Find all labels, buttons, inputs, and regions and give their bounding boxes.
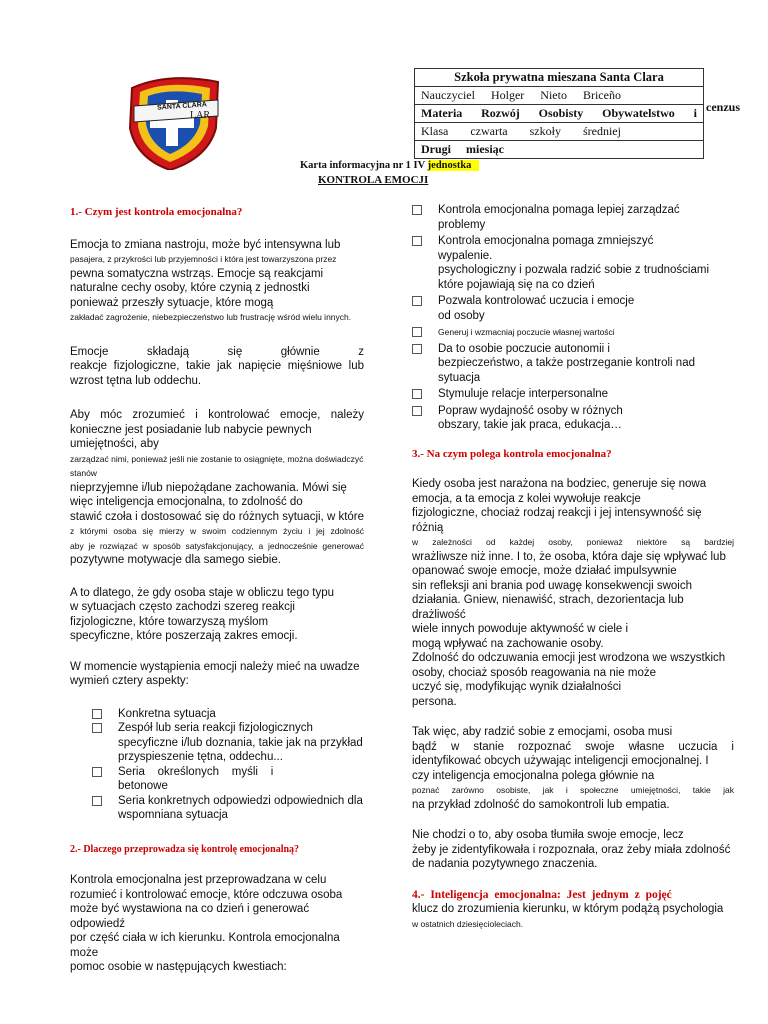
list-item-text: Seria określonych myśli i <box>118 765 274 778</box>
bullet-icon <box>412 389 422 399</box>
text-line: na przykład zdolność do samokontroli lub empatia. <box>412 798 670 811</box>
list-item <box>412 404 710 433</box>
list-item-text: obszary, takie jak praca, edukacja… <box>438 419 622 431</box>
text-line: wzrost tętna lub oddechu. <box>70 374 202 387</box>
right-paragraph-3 <box>412 828 734 872</box>
list-item <box>92 721 364 765</box>
text-line: mogą wpływać na zachowanie osoby. <box>412 637 604 650</box>
text-line: nieprzyjemne i/lub niepożądane zachowania. Mówi się <box>70 481 347 494</box>
text-line: aby je rozwiązać w sposób satysfakcjonujący, a jednocześnie generować <box>70 540 364 551</box>
list-item-text: Zespół lub seria reakcji fizjologicznych <box>118 722 313 734</box>
text-line: pewna somatyczna wstrząs. Emocje są reakcjami <box>70 267 324 280</box>
text-line: z którymi osoba się mierzy w swoim codziennym życiu i jej zdolność <box>70 526 364 536</box>
subject-word-4: Obywatelstwo <box>602 106 675 120</box>
text-line: w sytuacjach często zachodzi szereg reakcji <box>70 601 295 613</box>
left-column <box>70 205 364 975</box>
right-paragraph-2 <box>412 725 734 812</box>
bullet-icon <box>412 296 422 306</box>
class-row <box>415 123 704 141</box>
crest-side-text: LAR <box>190 110 210 121</box>
subject-row <box>415 105 704 123</box>
section-heading-3: 3.- Na czym polega kontrola emocjonalna? <box>412 447 612 460</box>
text-line: fizjologiczne, chociaż rodzaj reakcji i jej intensywność się różnią <box>412 507 702 534</box>
class-word-3: szkoły <box>529 124 561 138</box>
bullet-icon <box>412 406 422 416</box>
text-line: por część ciała w ich kierunku. Kontrola emocjonalna może <box>70 932 340 959</box>
bullet-icon <box>92 767 102 777</box>
list-item-text: Stymuluje relacje interpersonalne <box>438 388 609 400</box>
card-title <box>300 160 479 171</box>
teacher-label: Nauczyciel <box>421 88 475 102</box>
list-item-text: problemy <box>438 218 486 231</box>
list-item <box>92 765 364 794</box>
left-paragraph-1 <box>70 238 364 325</box>
text-line: żeby je zidentyfikowała i rozpoznała, oraz żeby miała zdolność <box>412 843 731 856</box>
text-line: wrażliwsze niż inne. I to, że osoba, która daje się wpływać lub <box>412 550 726 563</box>
list-item <box>412 325 710 340</box>
teacher-row <box>415 87 704 105</box>
left-paragraph-4 <box>70 586 364 644</box>
list-item-text: bezpieczeństwo, a także postrzeganie kontroli nad <box>438 357 695 369</box>
text-line: zarządzać nimi, ponieważ jeśli nie zostanie to osiągnięte, można doświadczyć stanów <box>70 453 364 478</box>
right-paragraph-1 <box>412 477 734 709</box>
class-word-2: czwarta <box>470 124 508 138</box>
text-line: Kontrola emocjonalna jest przeprowadzana w celu <box>70 874 327 886</box>
right-paragraph-4 <box>412 902 734 931</box>
text-line: zakładać zagrożenie, niebezpieczeństwo lub frustrację wśród wielu innych. <box>70 312 352 322</box>
bullet-icon <box>412 327 422 337</box>
text-line: więc inteligencja emocjonalna, to zdolność do <box>70 496 303 508</box>
text-line: de nadania pozytywnego znaczenia. <box>412 858 598 870</box>
text-line: A to dlatego, że gdy osoba staje w obliczu tego typu <box>70 586 335 599</box>
text-line: pomoc osobie w następujących kwestiach: <box>70 961 287 973</box>
list-item-text: Generuj i wzmacniaj poczucie własnej wartości <box>438 327 615 337</box>
section-heading-1: 1.- Czym jest kontrola emocjonalna? <box>70 206 243 218</box>
aspects-list <box>70 707 364 823</box>
list-item-text: wspomniana sytuacja <box>118 809 228 821</box>
text-line: W momencie wystąpienia emocji należy mieć na uwadze <box>70 660 360 673</box>
left-paragraph-5 <box>70 660 364 689</box>
school-header-table <box>414 68 704 159</box>
left-paragraph-6 <box>70 873 364 975</box>
subject-word-1: Materia <box>421 106 463 120</box>
text-line: konieczne jest posiadanie lub nabycie pewnych umiejętności, aby <box>70 423 312 450</box>
list-item-text: Kontrola emocjonalna pomaga lepiej zarządzać <box>438 204 680 216</box>
text-line: czy inteligencja emocjonalna polega głównie na <box>412 769 655 782</box>
left-paragraph-2 <box>70 345 364 389</box>
list-item-text: które pojawiają się na co dzień <box>438 278 595 291</box>
text-line: rozumieć i kontrolować emocje, które odczuwa osoba <box>70 888 343 901</box>
list-item <box>412 203 710 232</box>
text-line: Emocje składają się głównie z <box>70 345 364 358</box>
text-line: reakcje fizjologiczne, takie jak napięcie mięśniowe lub <box>70 360 364 372</box>
text-line: Nie chodzi o to, aby osoba tłumiła swoje emocje, lecz <box>412 829 684 841</box>
text-line: Emocja to zmiana nastroju, może być intensywna lub <box>70 238 341 251</box>
list-item-text: Konkretna sytuacja <box>118 707 216 720</box>
text-line: fizjologiczne, które towarzyszą myślom <box>70 615 269 628</box>
subject-word-2: Rozwój <box>481 106 520 120</box>
text-line: opanować swoje emocje, może działać impulsywnie <box>412 565 677 577</box>
text-line: wymień cztery aspekty: <box>70 675 189 687</box>
text-line: Aby móc zrozumieć i kontrolować emocje, należy <box>70 409 364 421</box>
school-crest-logo <box>120 70 240 170</box>
teacher-name-2: Nieto <box>540 88 567 102</box>
text-line: sin refleksji ani brania pod uwagę konsekwencji swoich <box>412 579 692 592</box>
class-word-1: Klasa <box>421 124 449 138</box>
crest-banner-text: SANTA CLARA <box>156 101 208 112</box>
left-paragraph-3 <box>70 408 364 568</box>
list-item-text: sytuacja <box>438 371 481 384</box>
list-item-text: Seria konkretnych odpowiedzi odpowiednich dla <box>118 794 363 807</box>
bullet-icon <box>92 796 102 806</box>
list-item <box>412 387 710 402</box>
list-item <box>92 794 364 823</box>
text-line: specyficzne, które poszerzają zakres emocji. <box>70 630 298 642</box>
text-line: wiele innych powoduje aktywność w ciele i <box>412 623 629 635</box>
month-row: Drugi miesiąc <box>415 141 704 159</box>
text-line: identyfikować obcych używając inteligencji emocjonalnej. I <box>412 755 709 767</box>
list-item-text: Kontrola emocjonalna pomaga zmniejszyć wypalenie. <box>438 235 654 262</box>
teacher-name-1: Holger <box>490 88 525 102</box>
subject-word-3: Osobisty <box>538 106 584 120</box>
text-line: w zależności od każdej osoby, ponieważ niektóre są bardziej <box>412 537 734 547</box>
school-name: Szkoła prywatna mieszana Santa Clara <box>415 69 704 87</box>
text-line: w ostatnich dziesięcioleciach. <box>412 918 524 929</box>
class-word-4: średniej <box>582 124 621 138</box>
section-heading-2: 2.- Dlaczego przeprowadza się kontrolę emocjonalną? <box>70 843 300 855</box>
section-heading-4: 4.- Inteligencja emocjonalna: Jest jednym z pojęć <box>412 888 672 901</box>
subject-word-5: i <box>693 106 697 120</box>
bullet-icon <box>412 236 422 246</box>
list-item-text: Pozwala kontrolować uczucia i emocje <box>438 295 635 307</box>
benefits-list <box>436 203 734 433</box>
list-item-text: od osoby <box>438 309 485 322</box>
list-item <box>412 294 710 323</box>
text-line: klucz do zrozumienia kierunku, w którym podążą psychologia <box>412 903 724 915</box>
card-title-highlight: jednostka <box>428 160 480 171</box>
text-line: działania. Gniew, nienawiść, strach, dezorientacja lub drażliwość <box>412 594 684 621</box>
list-item-text: psychologiczny i pozwala radzić sobie z trudnościami <box>438 264 710 276</box>
text-line: ponieważ przeszły sytuacje, które mogą <box>70 296 274 309</box>
list-item-text: przyspieszenie tętna, oddechu... <box>118 751 283 763</box>
text-line: może być wystawiona na co dzień i generować odpowiedź <box>70 903 310 930</box>
text-line: naturalne cechy osoby, które czynią z jednostki <box>70 282 310 294</box>
text-line: osoby, chociaż sposób reagowania na nie może <box>412 666 656 679</box>
list-item <box>92 707 364 722</box>
text-line: bądź w stanie rozpoznać swoje własne uczucia i <box>412 740 734 753</box>
text-line: persona. <box>412 695 457 708</box>
text-line: pasajera, z przykrości lub przyjemności i która jest towarzyszona przez <box>70 254 337 264</box>
card-title-text: Karta informacyjna nr 1 IV <box>300 160 426 171</box>
list-item <box>412 342 710 386</box>
list-item-text: betonowe <box>118 780 168 792</box>
subject-tail: cenzus <box>706 100 740 114</box>
text-line: emocja, a ta emocja z kolei wywołuje reakcje <box>412 492 641 505</box>
text-line: pozytywne motywacje dla samego siebie. <box>70 554 281 566</box>
list-item-text: Da to osobie poczucie autonomii i <box>438 342 610 355</box>
list-item-text: specyficzne i/lub doznania, takie jak na przykład <box>118 736 363 749</box>
bullet-icon <box>92 709 102 719</box>
text-line: poznać zarówno osobiste, jak i społeczne umiejętności, takie jak <box>412 785 734 795</box>
teacher-name-3: Briceño <box>582 88 621 102</box>
text-line: Zdolność do odczuwania emocji jest wrodzona we wszystkich <box>412 652 726 664</box>
text-line: uczyć się, modyfikując wynik działalności <box>412 681 621 693</box>
text-line: stawić czoła i dostosować się do różnych sytuacji, w które <box>70 510 365 523</box>
right-column <box>412 203 734 931</box>
bullet-icon <box>412 205 422 215</box>
text-line: Kiedy osoba jest narażona na bodziec, generuje się nowa <box>412 478 707 490</box>
list-item-text: Popraw wydajność osoby w różnych <box>438 404 623 417</box>
bullet-icon <box>92 723 102 733</box>
bullet-icon <box>412 344 422 354</box>
list-item <box>412 234 710 292</box>
main-title: KONTROLA EMOCJI <box>318 174 429 186</box>
text-line: Tak więc, aby radzić sobie z emocjami, osoba musi <box>412 726 673 738</box>
